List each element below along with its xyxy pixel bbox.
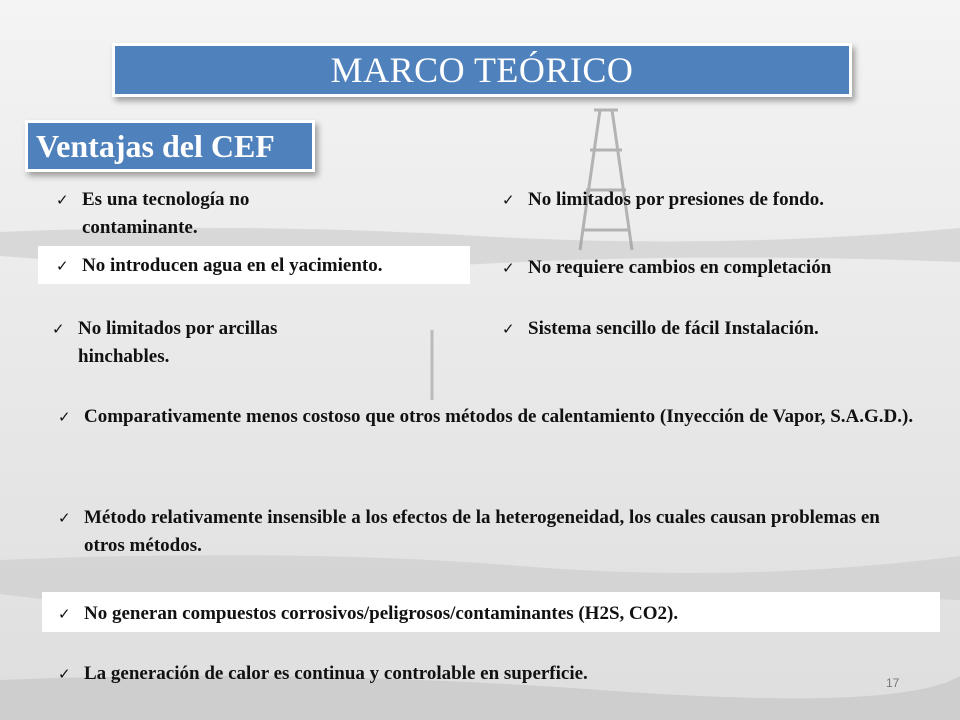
check-icon: ✓ [58,408,71,426]
list-item [52,315,352,371]
check-icon: ✓ [52,320,65,338]
list-item [58,504,888,560]
list-item-text: La generación de calor es continua y controlable en superficie. [84,663,588,684]
list-item-text: Método relativamente insensible a los efectos de la heterogeneidad, los cuales causan problemas en otros métodos. [84,507,880,556]
list-item-text: No generan compuestos corrosivos/peligrosos/contaminantes (H2S, CO2). [84,603,679,624]
check-icon: ✓ [58,509,71,527]
list-item-text: No introducen agua en el yacimiento. [82,255,383,276]
list-item [56,252,476,280]
check-icon: ✓ [502,191,515,209]
list-item-text: Sistema sencillo de fácil Instalación. [528,318,819,339]
check-icon: ✓ [58,665,71,683]
check-icon: ✓ [56,191,69,209]
check-icon: ✓ [502,320,515,338]
list-item [56,186,356,242]
list-item [502,254,942,282]
page-number: 17 [886,676,900,690]
list-item-text: No limitados por arcillas hinchables. [78,318,278,367]
list-item [58,403,930,431]
list-item-text: No limitados por presiones de fondo. [528,189,824,210]
list-item [58,600,938,628]
check-icon: ✓ [56,257,69,275]
check-icon: ✓ [58,605,71,623]
list-item-text: Es una tecnología no contaminante. [82,189,250,238]
list-item [58,660,878,688]
list-item-text: Comparativamente menos costoso que otros métodos de calentamiento (Inyección de Vapor, S.A.G.D.). [84,406,914,427]
list-item-text: No requiere cambios en completación [528,257,832,278]
list-item [502,315,942,343]
section-subtitle: Ventajas del CEF [25,120,315,172]
list-item [502,186,942,214]
check-icon: ✓ [502,259,515,277]
slide-title: MARCO TEÓRICO [112,43,852,97]
